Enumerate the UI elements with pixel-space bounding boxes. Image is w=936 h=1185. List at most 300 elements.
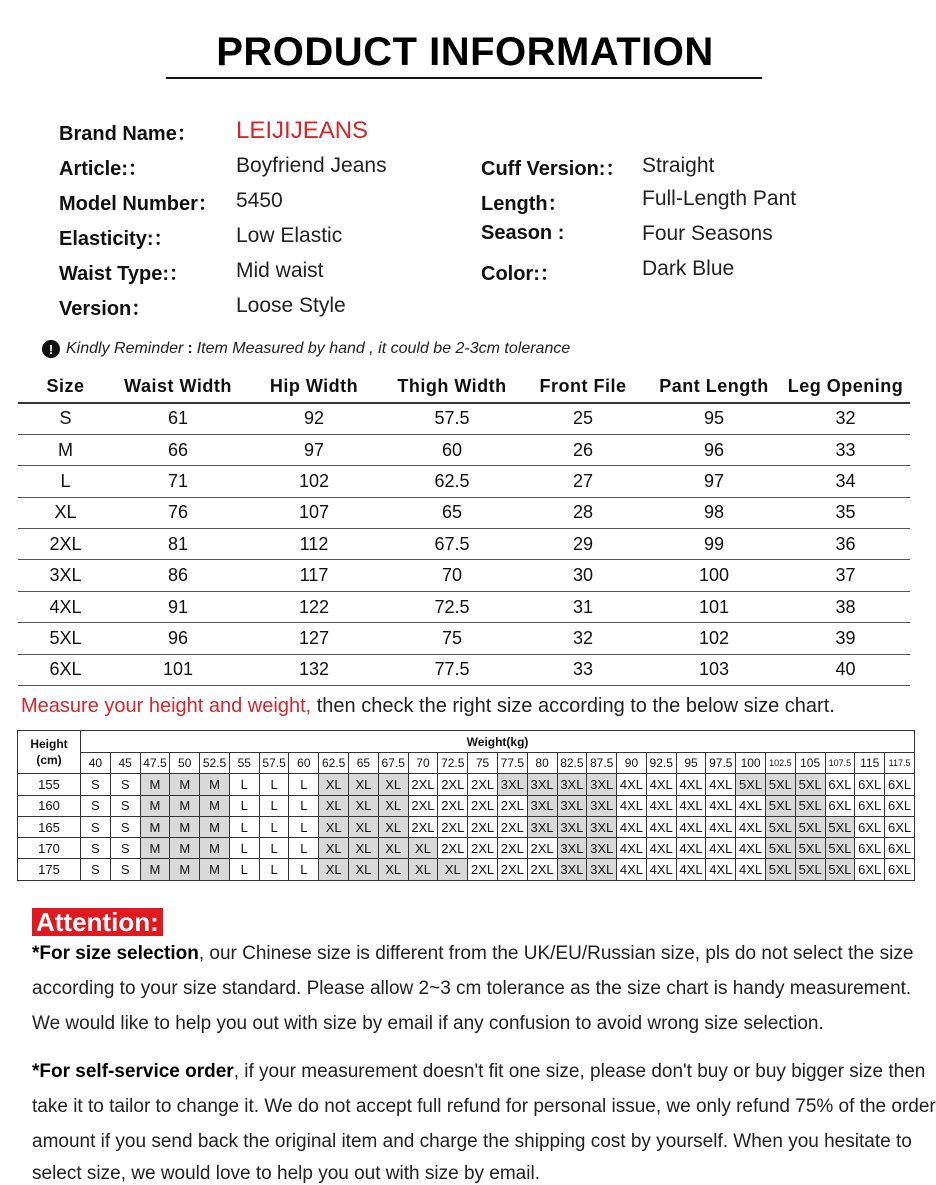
table-cell: 95 [647, 403, 781, 434]
size-cell: 2XL [468, 859, 498, 880]
size-cell: 3XL [497, 774, 527, 795]
waist-type-value: Mid waist [236, 259, 324, 282]
weight-cell: 102.5 [765, 753, 795, 774]
size-cell: 4XL [646, 795, 676, 816]
size-cell: 3XL [557, 774, 587, 795]
size-cell: 4XL [617, 795, 647, 816]
size-cell: 4XL [676, 795, 706, 816]
table-cell: 77.5 [385, 654, 519, 685]
table-cell: 103 [647, 654, 781, 685]
size-cell: XL [378, 838, 408, 859]
size-cell: 2XL [468, 838, 498, 859]
size-table-header-cell: Size [18, 370, 113, 403]
table-cell: L [18, 466, 113, 497]
table-row [18, 795, 915, 816]
table-cell: 132 [243, 654, 385, 685]
table-cell: 34 [781, 466, 910, 497]
waist-type-label: Waist Type:： [59, 263, 190, 285]
table-cell: M [18, 434, 113, 465]
reminder-prefix: Kindly Reminder [66, 340, 184, 357]
table-cell: 61 [113, 403, 243, 434]
measure-note-highlight: Measure your height and weight, [21, 695, 312, 717]
size-cell: 3XL [587, 795, 617, 816]
size-cell: XL [349, 859, 379, 880]
height-cell: 165 [18, 816, 81, 837]
table-row [18, 403, 910, 434]
size-cell: XL [319, 859, 349, 880]
table-cell: 117 [243, 560, 385, 591]
table-cell: 72.5 [385, 591, 519, 622]
table-cell: 60 [385, 434, 519, 465]
size-cell: XL [349, 774, 379, 795]
tolerance-reminder [42, 340, 570, 358]
size-cell: 2XL [408, 795, 438, 816]
table-cell: 112 [243, 529, 385, 560]
length-value: Full-Length Pant [642, 187, 797, 210]
table-cell: 39 [781, 623, 910, 654]
model-number-label: Model Number： [59, 193, 218, 215]
exclamation-circle-icon: ! [42, 340, 60, 358]
size-cell: 2XL [497, 816, 527, 837]
size-cell: XL [349, 816, 379, 837]
size-cell: L [259, 816, 289, 837]
table-cell: 36 [781, 529, 910, 560]
size-cell: L [289, 795, 319, 816]
table-cell: 66 [113, 434, 243, 465]
size-cell: 4XL [617, 838, 647, 859]
size-cell: 5XL [765, 838, 795, 859]
size-cell: 6XL [825, 774, 855, 795]
size-table-header-cell: Pant Length [647, 370, 781, 403]
size-cell: M [200, 859, 230, 880]
size-cell: 6XL [855, 774, 885, 795]
size-cell: XL [378, 859, 408, 880]
size-cell: 5XL [765, 795, 795, 816]
size-cell: 3XL [557, 838, 587, 859]
table-cell: 67.5 [385, 529, 519, 560]
size-cell: 3XL [587, 859, 617, 880]
weight-cell: 97.5 [706, 753, 736, 774]
size-cell: S [110, 774, 140, 795]
size-cell: 3XL [527, 774, 557, 795]
size-measurement-table [18, 370, 910, 686]
self-service-line-3: amount if you send back the original item and charge the shipping cost by yourself. When you hesitate to [32, 1131, 912, 1152]
table-cell: 33 [781, 434, 910, 465]
article-value: Boyfriend Jeans [236, 154, 387, 177]
size-cell: L [229, 774, 259, 795]
size-cell: L [289, 838, 319, 859]
size-cell: L [259, 838, 289, 859]
height-cell: 170 [18, 838, 81, 859]
measure-note-rest: then check the right size according to the below size chart. [311, 695, 835, 717]
size-cell: M [200, 795, 230, 816]
size-cell: 2XL [497, 859, 527, 880]
size-cell: 2XL [438, 838, 468, 859]
weight-cell: 90 [617, 753, 647, 774]
reminder-colon: : [187, 340, 193, 357]
table-row [18, 434, 910, 465]
size-selection-bold: *For size selection [32, 943, 199, 964]
table-row [18, 591, 910, 622]
size-selection-line-3: We would like to help you out with size by email if any confusion to avoid wrong size selection. [32, 1013, 824, 1034]
size-cell: 3XL [557, 816, 587, 837]
size-cell: 5XL [795, 774, 825, 795]
size-cell: L [229, 816, 259, 837]
table-row [18, 816, 915, 837]
size-cell: 4XL [646, 774, 676, 795]
weight-cell: 52.5 [200, 753, 230, 774]
size-cell: M [170, 816, 200, 837]
size-cell: 3XL [587, 774, 617, 795]
size-cell: 4XL [676, 816, 706, 837]
size-cell: XL [408, 859, 438, 880]
size-cell: 4XL [706, 774, 736, 795]
table-cell: 91 [113, 591, 243, 622]
size-cell: S [81, 774, 111, 795]
size-cell: 5XL [736, 774, 766, 795]
size-cell: L [229, 859, 259, 880]
size-cell: L [229, 838, 259, 859]
size-cell: 4XL [676, 774, 706, 795]
size-cell: 4XL [617, 816, 647, 837]
table-cell: 37 [781, 560, 910, 591]
table-cell: 96 [647, 434, 781, 465]
self-service-line-4: select size, we would love to help you out with size by email. [32, 1163, 540, 1184]
table-cell: 102 [243, 466, 385, 497]
size-cell: 4XL [736, 795, 766, 816]
table-cell: 2XL [18, 529, 113, 560]
size-cell: M [200, 816, 230, 837]
self-service-line-2: take it to tailor to change it. We do not accept full refund for personal issue, we only refund 75% of the order [32, 1096, 936, 1117]
size-cell: 3XL [587, 816, 617, 837]
size-selection-text-1: , our Chinese size is different from the UK/EU/Russian size, pls do not select the size [198, 943, 914, 964]
size-cell: 4XL [646, 859, 676, 880]
table-cell: 26 [519, 434, 647, 465]
weight-cell: 115 [855, 753, 885, 774]
model-number-value: 5450 [236, 189, 283, 212]
size-cell: XL [378, 795, 408, 816]
size-table-header-cell: Waist Width [113, 370, 243, 403]
table-cell: 127 [243, 623, 385, 654]
size-cell: 6XL [885, 816, 915, 837]
size-table-header-cell: Thigh Width [385, 370, 519, 403]
table-cell: 38 [781, 591, 910, 622]
size-cell: L [259, 859, 289, 880]
table-cell: 96 [113, 623, 243, 654]
size-cell: 6XL [855, 816, 885, 837]
weight-cell: 67.5 [378, 753, 408, 774]
size-cell: XL [319, 838, 349, 859]
season-label: Season : [481, 222, 565, 244]
table-cell: 31 [519, 591, 647, 622]
table-cell: 75 [385, 623, 519, 654]
weight-cell: 105 [795, 753, 825, 774]
size-cell: 5XL [765, 774, 795, 795]
size-cell: 6XL [885, 795, 915, 816]
height-label: Height [30, 737, 68, 752]
size-cell: 5XL [795, 816, 825, 837]
version-value: Loose Style [236, 294, 346, 317]
size-cell: 4XL [736, 859, 766, 880]
size-cell: 6XL [825, 795, 855, 816]
size-cell: 4XL [706, 859, 736, 880]
size-cell: M [170, 774, 200, 795]
size-cell: M [140, 774, 170, 795]
table-cell: 30 [519, 560, 647, 591]
table-cell: 97 [243, 434, 385, 465]
table-cell: 86 [113, 560, 243, 591]
table-cell: 100 [647, 560, 781, 591]
weight-cell: 77.5 [497, 753, 527, 774]
weight-cell: 100 [736, 753, 766, 774]
chart-header-row [18, 731, 915, 753]
size-cell: 5XL [825, 859, 855, 880]
weight-cell: 40 [81, 753, 111, 774]
size-cell: 6XL [855, 795, 885, 816]
weight-cell: 57.5 [259, 753, 289, 774]
table-row [18, 838, 915, 859]
size-cell: XL [319, 795, 349, 816]
weight-cell: 80 [527, 753, 557, 774]
size-cell: 5XL [765, 816, 795, 837]
weight-cell: 95 [676, 753, 706, 774]
size-cell: S [110, 795, 140, 816]
table-cell: S [18, 403, 113, 434]
table-cell: 28 [519, 497, 647, 528]
size-cell: 6XL [855, 859, 885, 880]
version-label: Version： [59, 298, 152, 320]
size-cell: 2XL [438, 795, 468, 816]
size-cell: 5XL [825, 838, 855, 859]
size-cell: M [140, 816, 170, 837]
size-cell: 3XL [557, 795, 587, 816]
size-selection-line-1 [32, 943, 913, 965]
size-cell: S [81, 838, 111, 859]
table-cell: 65 [385, 497, 519, 528]
size-cell: 5XL [795, 838, 825, 859]
size-cell: 2XL [497, 838, 527, 859]
table-cell: 5XL [18, 623, 113, 654]
size-cell: 6XL [885, 774, 915, 795]
table-cell: 6XL [18, 654, 113, 685]
size-cell: 2XL [408, 816, 438, 837]
size-cell: 3XL [587, 838, 617, 859]
table-cell: 99 [647, 529, 781, 560]
size-cell: S [81, 859, 111, 880]
table-cell: 4XL [18, 591, 113, 622]
size-cell: 4XL [706, 795, 736, 816]
table-row [18, 466, 910, 497]
weight-cell: 87.5 [587, 753, 617, 774]
weight-cell: 70 [408, 753, 438, 774]
elasticity-label: Elasticity:： [59, 228, 174, 250]
table-cell: 32 [519, 623, 647, 654]
size-cell: M [170, 859, 200, 880]
table-cell: XL [18, 497, 113, 528]
size-table-body [18, 403, 910, 686]
size-table-header-cell: Hip Width [243, 370, 385, 403]
table-cell: 76 [113, 497, 243, 528]
table-row [18, 774, 915, 795]
size-cell: XL [319, 816, 349, 837]
size-cell: 3XL [557, 859, 587, 880]
size-cell: 4XL [736, 816, 766, 837]
height-column-header [18, 731, 81, 774]
size-cell: 2XL [497, 795, 527, 816]
weight-cell: 107.5 [825, 753, 855, 774]
size-cell: 6XL [855, 838, 885, 859]
weight-cell: 55 [229, 753, 259, 774]
weight-cell: 60 [289, 753, 319, 774]
size-cell: L [289, 774, 319, 795]
weight-cell: 117.5 [885, 753, 915, 774]
weight-cell: 72.5 [438, 753, 468, 774]
weight-cell: 62.5 [319, 753, 349, 774]
weight-cell: 92.5 [646, 753, 676, 774]
size-table-header-cell: Front File [519, 370, 647, 403]
page-title: PRODUCT INFORMATION [216, 30, 714, 74]
size-cell: L [289, 859, 319, 880]
size-cell: 2XL [438, 774, 468, 795]
size-table-header [18, 370, 910, 403]
table-row [18, 859, 915, 880]
size-cell: XL [349, 795, 379, 816]
table-cell: 40 [781, 654, 910, 685]
self-service-bold: *For self-service order [32, 1061, 234, 1082]
table-cell: 81 [113, 529, 243, 560]
weight-cell: 45 [110, 753, 140, 774]
table-cell: 122 [243, 591, 385, 622]
cuff-version-label: Cuff Version:： [481, 158, 626, 180]
size-cell: L [259, 795, 289, 816]
size-cell: 5XL [765, 859, 795, 880]
size-cell: XL [378, 816, 408, 837]
table-cell: 35 [781, 497, 910, 528]
reminder-text: Item Measured by hand , it could be 2-3cm tolerance [196, 340, 571, 357]
color-label: Color:： [481, 263, 560, 285]
color-value: Dark Blue [642, 257, 735, 280]
table-cell: 70 [385, 560, 519, 591]
size-cell: 2XL [468, 816, 498, 837]
table-row [18, 560, 910, 591]
height-weight-size-chart [17, 730, 915, 881]
weight-cell: 50 [170, 753, 200, 774]
size-cell: S [110, 859, 140, 880]
table-cell: 27 [519, 466, 647, 497]
size-cell: 4XL [676, 859, 706, 880]
size-cell: 5XL [825, 816, 855, 837]
table-cell: 92 [243, 403, 385, 434]
size-cell: XL [438, 859, 468, 880]
size-cell: 5XL [795, 859, 825, 880]
size-cell: M [200, 774, 230, 795]
height-cell: 160 [18, 795, 81, 816]
size-cell: L [259, 774, 289, 795]
size-cell: M [200, 838, 230, 859]
table-cell: 101 [113, 654, 243, 685]
size-cell: 6XL [885, 838, 915, 859]
table-row [18, 497, 910, 528]
season-value: Four Seasons [642, 222, 773, 245]
length-label: Length： [481, 193, 568, 215]
size-cell: XL [349, 838, 379, 859]
size-cell: XL [408, 838, 438, 859]
height-unit: (cm) [36, 753, 62, 768]
size-cell: 4XL [706, 816, 736, 837]
size-cell: M [170, 795, 200, 816]
attention-heading: Attention: [32, 908, 163, 936]
weight-cell: 75 [468, 753, 498, 774]
table-row [18, 623, 910, 654]
self-service-line-1 [32, 1061, 925, 1083]
table-cell: 71 [113, 466, 243, 497]
size-cell: M [170, 838, 200, 859]
size-table-header-cell: Leg Opening [781, 370, 910, 403]
measure-note [21, 695, 835, 718]
size-cell: S [81, 816, 111, 837]
weight-cell: 47.5 [140, 753, 170, 774]
size-cell: 2XL [408, 774, 438, 795]
table-cell: 107 [243, 497, 385, 528]
size-cell: 2XL [468, 795, 498, 816]
table-cell: 97 [647, 466, 781, 497]
table-cell: 29 [519, 529, 647, 560]
table-cell: 33 [519, 654, 647, 685]
title-underline [166, 77, 762, 79]
weight-cell: 82.5 [557, 753, 587, 774]
table-cell: 25 [519, 403, 647, 434]
table-cell: 101 [647, 591, 781, 622]
size-cell: S [110, 838, 140, 859]
size-cell: 4XL [646, 838, 676, 859]
size-cell: 2XL [527, 859, 557, 880]
size-cell: 2XL [438, 816, 468, 837]
brand-name-label: Brand Name： [59, 123, 197, 145]
size-selection-line-2: according to your size standard. Please allow 2~3 cm tolerance as the size chart is handy measurement. [32, 978, 912, 999]
size-cell: S [110, 816, 140, 837]
size-cell: L [229, 795, 259, 816]
size-cell: 3XL [527, 816, 557, 837]
brand-name-value: LEIJIJEANS [236, 117, 369, 144]
table-cell: 98 [647, 497, 781, 528]
size-cell: 3XL [527, 795, 557, 816]
table-cell: 102 [647, 623, 781, 654]
size-cell: 6XL [885, 859, 915, 880]
size-cell: M [140, 859, 170, 880]
size-cell: 4XL [676, 838, 706, 859]
table-cell: 3XL [18, 560, 113, 591]
size-cell: L [289, 816, 319, 837]
table-cell: 57.5 [385, 403, 519, 434]
table-row [18, 654, 910, 685]
article-label: Article:： [59, 158, 148, 180]
self-service-text-1: , if your measurement doesn't fit one size, please don't buy or buy bigger size then [233, 1061, 926, 1082]
size-cell: 2XL [468, 774, 498, 795]
size-cell: 4XL [617, 859, 647, 880]
weight-cell: 65 [349, 753, 379, 774]
size-cell: 4XL [736, 838, 766, 859]
size-cell: XL [319, 774, 349, 795]
size-cell: 4XL [617, 774, 647, 795]
size-cell: S [81, 795, 111, 816]
size-cell: M [140, 838, 170, 859]
elasticity-value: Low Elastic [236, 224, 343, 247]
size-cell: 2XL [527, 838, 557, 859]
height-cell: 155 [18, 774, 81, 795]
table-cell: 62.5 [385, 466, 519, 497]
weight-caption: Weight(kg) [81, 731, 915, 753]
table-row [18, 529, 910, 560]
